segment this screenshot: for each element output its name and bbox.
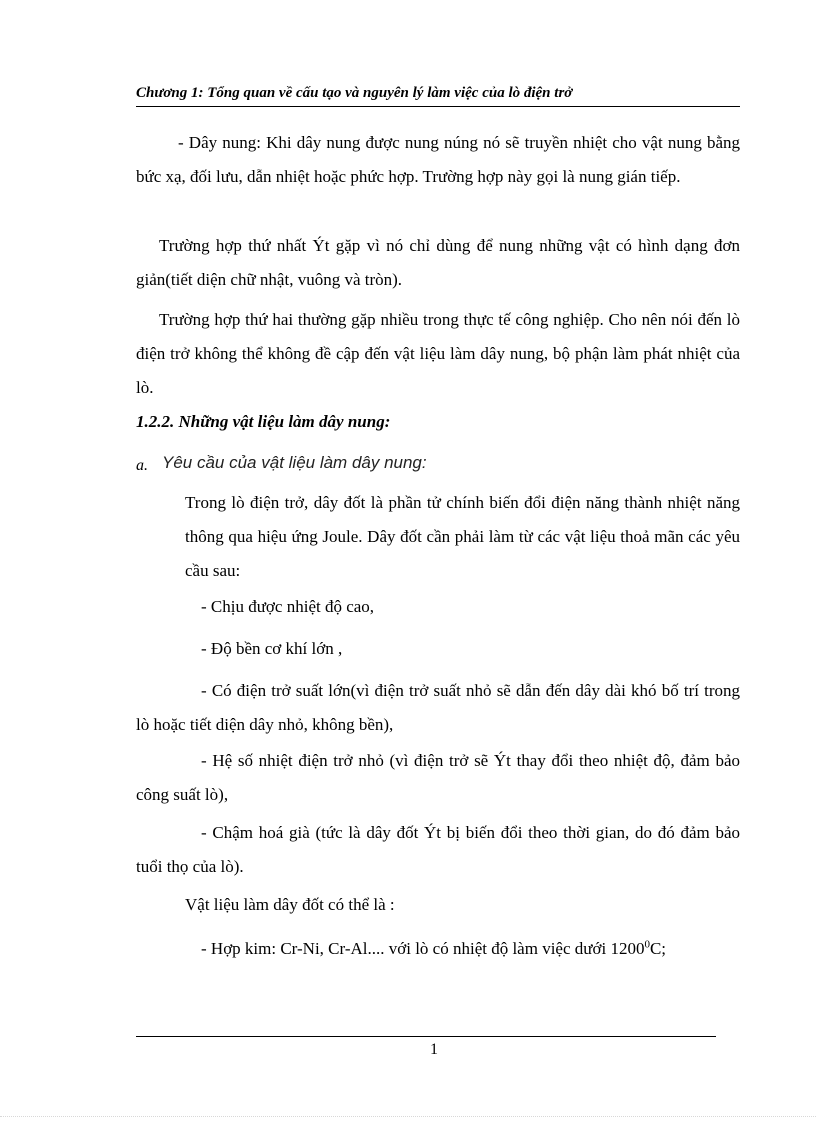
page-number: 1 bbox=[430, 1041, 438, 1058]
page-header bbox=[136, 82, 740, 107]
requirement-temperature-coefficient: - Hệ số nhiệt điện trở nhỏ (vì điện trở sẽ Ýt thay đổi theo nhiệt độ, đảm bảo công suất lò), bbox=[136, 751, 740, 804]
material-alloy-unit: C; bbox=[649, 939, 667, 958]
paragraph-first-case: Trường hợp thứ nhất Ýt gặp vì nó chỉ dùng để nung những vật có hình dạng đơn giản(tiết diện chữ nhật, vuông và tròn). bbox=[136, 236, 740, 289]
subsection-marker: a. bbox=[136, 457, 148, 474]
requirement-resistivity: - Có điện trở suất lớn(vì điện trở suất nhỏ sẽ dẫn đến dây dài khó bố trí trong lò hoặc tiết diện dây nhỏ, không bền), bbox=[136, 681, 740, 734]
paragraph-requirements-intro: Trong lò điện trở, dây đốt là phần tử chính biến đổi điện năng thành nhiệt năng thông qua hiệu ứng Joule. Dây đốt cần phải làm từ các vật liệu thoả mãn các yêu cầu sau: bbox=[185, 493, 740, 580]
paragraph-heating-wire: - Dây nung: Khi dây nung được nung núng nó sẽ truyền nhiệt cho vật nung bằng bức xạ, đối lưu, dẫn nhiệt hoặc phức hợp. Trường hợp này gọi là nung gián tiếp. bbox=[136, 133, 740, 186]
footer-divider bbox=[136, 1036, 716, 1037]
material-alloy bbox=[201, 934, 666, 964]
subsection-title: Yêu cầu của vật liệu làm dây nung: bbox=[162, 453, 427, 472]
paragraph-second-case: Trường hợp thứ hai thường gặp nhiều trong thực tế công nghiệp. Cho nên nói đến lò điện trở không thể không đề cập đến vật liệu làm dây nung, bộ phận làm phát nhiệt của lò. bbox=[136, 310, 740, 397]
materials-intro: Vật liệu làm dây đốt có thể là : bbox=[185, 895, 395, 914]
section-heading: 1.2.2. Những vật liệu làm dây nung: bbox=[136, 412, 391, 431]
material-alloy-text: - Hợp kim: Cr-Ni, Cr-Al.... với lò có nhiệt độ làm việc dưới 1200 bbox=[201, 939, 645, 958]
requirement-mechanical-strength: - Độ bền cơ khí lớn , bbox=[201, 639, 343, 658]
degree-superscript: 0 bbox=[644, 938, 650, 951]
chapter-title: Chương 1: Tổng quan về cấu tạo và nguyên lý làm việc của lò điện trở bbox=[136, 85, 573, 101]
requirement-high-temperature: - Chịu được nhiệt độ cao, bbox=[201, 597, 375, 616]
requirement-slow-aging: - Chậm hoá già (tức là dây đốt Ýt bị biến đổi theo thời gian, do đó đảm bảo tuổi thọ của lò). bbox=[136, 823, 740, 876]
page-bottom-border bbox=[0, 1116, 816, 1117]
